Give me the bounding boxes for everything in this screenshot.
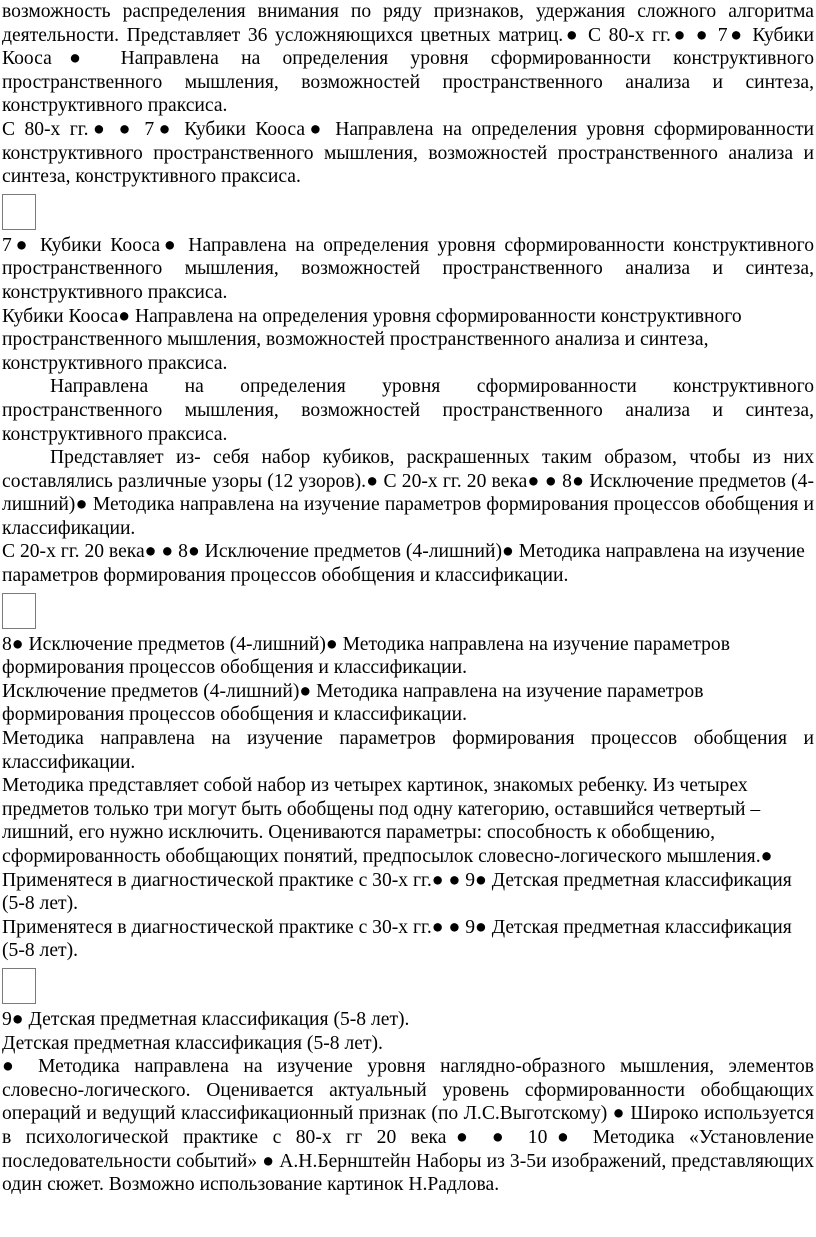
paragraph: Исключение предметов (4-лишний)● Методика направлена на изучение параметров формирования процессов обобщения и классификации. bbox=[2, 680, 704, 726]
paragraph: С 80-х гг.● ● 7● Кубики Кооса● Направлена на определения уровня сформированности конструктивного пространственного мышления, возможностей пространственного анализа и синтеза, конструктивного праксиса. bbox=[2, 118, 814, 188]
paragraph: Методика представляет собой набор из четырех картинок, знакомых ребенку. Из четырех предметов только три могут быть обобщены под одну категорию, оставшийся четвертый – лишний, его нужно исключить. Оцениваются параметры: способность к обобщению, сформированность обобщающих понятий, предпосылок словесно-логического мышления.● Применятеся в диагностической практике с 30-х гг.● ● 9● Детская предметная классификация (5-8 лет). bbox=[2, 775, 792, 915]
empty-frame bbox=[2, 593, 36, 629]
paragraph: ● Методика направлена на изучение уровня наглядно-образного мышления, элементов словесно-логического. Оценивается актуальный уровень сформированности обобщающих операций и ведущий классификационный признак (по Л.С.Выготскому) ● Широко используется в психологической практике с 80-х гг 20 века● ● 10● Методика «Установление последовательности событий» ● А.Н.Бернштейн Наборы из 3-5и изображений, представляющих один сюжет. Возможно использование картинок Н.Радлова. bbox=[2, 1056, 814, 1196]
paragraph: возможность распределения внимания по ряду признаков, удержания сложного алгоритма деятельности. Представляет 36 усложняющихся цветных матриц.● С 80-х гг.● ● 7● Кубики Кооса● Направлена на определения уровня сформированности конструктивного пространственного мышления, возможностей пространственного анализа и синтеза, конструктивного праксиса. bbox=[2, 1, 814, 117]
paragraph: 9● Детская предметная классификация (5-8 лет). bbox=[2, 1008, 410, 1030]
paragraph: Методика направлена на изучение параметров формирования процессов обобщения и классификации. bbox=[2, 728, 814, 773]
paragraph: Представляет из- себя набор кубиков, раскрашенных таким образом, чтобы из них составлялись различные узоры (12 узоров).● С 20-х гг. 20 века● ● 8● Исключение предметов (4-лишний)● Методика направлена на изучение параметров формирования процессов обобщения и классификации. bbox=[2, 447, 814, 539]
empty-frame bbox=[2, 968, 36, 1004]
paragraph: 8● Исключение предметов (4-лишний)● Методика направлена на изучение параметров формирования процессов обобщения и классификации. bbox=[2, 633, 730, 679]
paragraph: С 20-х гг. 20 века● ● 8● Исключение предметов (4-лишний)● Методика направлена на изучение параметров формирования процессов обобщения и классификации. bbox=[2, 541, 805, 587]
paragraph: 7● Кубики Кооса● Направлена на определения уровня сформированности конструктивного пространственного мышления, возможностей пространственного анализа и синтеза, конструктивного праксиса. bbox=[2, 234, 814, 303]
empty-frame bbox=[2, 194, 36, 230]
paragraph: Направлена на определения уровня сформированности конструктивного пространственного мышления, возможностей пространственного анализа и синтеза, конструктивного праксиса. bbox=[2, 376, 814, 445]
paragraph: Детская предметная классификация (5-8 лет). bbox=[2, 1032, 383, 1054]
paragraph: Применятеся в диагностической практике с 30-х гг.● ● 9● Детская предметная классификация (5-8 лет). bbox=[2, 916, 792, 962]
paragraph: Кубики Кооса● Направлена на определения уровня сформированности конструктивного пространственного мышления, возможностей пространственного анализа и синтеза, конструктивного праксиса. bbox=[2, 305, 742, 374]
document-page bbox=[2, 0, 814, 1197]
